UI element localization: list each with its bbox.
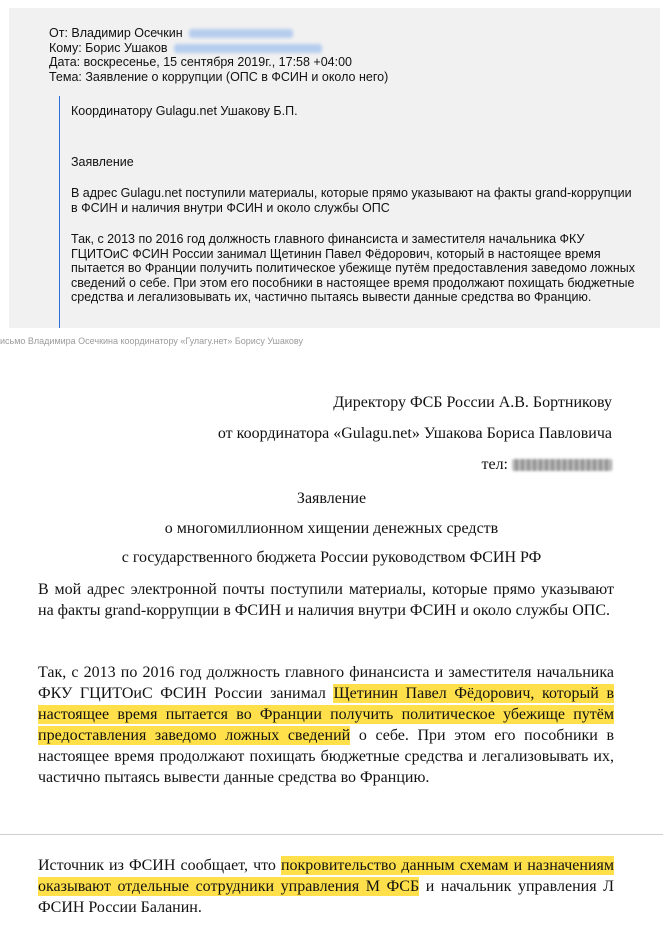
email-paragraph: В адрес Gulagu.net поступили материалы, которые прямо указывают на факты grand-коррупции в ФСИН и наличия внутри ФСИН и около службы ОПС <box>71 186 632 215</box>
email-body <box>71 104 641 322</box>
paragraph-text: о себе. При этом его пособники в настоящее время продолжают похищать бюджетные средства и легализовывать их, частично пытаясь вывести данные средства во Францию. <box>38 727 615 786</box>
quote-bar <box>59 96 60 328</box>
letter-addressee: Директору ФСБ России А.В. Бортникову <box>333 394 612 411</box>
email-header <box>49 26 388 84</box>
email-greeting: Координатору Gulagu.net Ушакову Б.П. <box>71 104 298 118</box>
letter-subtitle: о многомиллионном хищении денежных средств <box>164 520 499 537</box>
divider <box>0 834 663 835</box>
email-from <box>49 26 388 41</box>
letter-paragraph: В мой адрес электронной почты поступили материалы, которые прямо указывают на факты grand-коррупции в ФСИН и наличия внутри ФСИН и около службы ОПС. <box>38 581 614 619</box>
phone-label: тел: <box>481 456 508 473</box>
email-to <box>49 41 388 56</box>
to-text: Кому: Борис Ушаков <box>49 40 168 55</box>
letter-scan <box>0 370 663 937</box>
paragraph-text: Так, с 2013 по 2016 год должность главного финансиста и заместителя начальника ФКУ ГЦИТОиС ФСИН России занимал <box>38 664 614 702</box>
redacted-email <box>174 44 322 53</box>
redacted-email <box>189 29 293 38</box>
letter-paragraph <box>38 855 614 918</box>
redacted-phone <box>512 459 612 471</box>
image-caption: исьмо Владимира Осечкина координатору «Гулагу.нет» Борису Ушакову <box>0 336 303 346</box>
letter-from: от координатора «Gulagu.net» Ушакова Бориса Павловича <box>217 425 612 442</box>
letter-subtitle: с государственного бюджета России руководством ФСИН РФ <box>121 549 542 566</box>
paragraph-text: и начальник управления Л ФСИН России Баланин. <box>38 878 615 916</box>
highlighted-text: покровительство данным схемам и назначениям оказывают отдельные сотрудники управления М ФСБ <box>38 857 614 895</box>
email-screenshot <box>9 8 660 328</box>
paragraph-text: Источник из ФСИН сообщает, что <box>38 857 281 874</box>
highlighted-text: Щетинин Павел Фёдорович, который в настоящее время пытается во Франции получить политическое убежище путём предоставления заведомо ложных сведений <box>38 685 614 744</box>
email-subject: Тема: Заявление о коррупции (ОПС в ФСИН и около него) <box>49 69 389 84</box>
letter-title: Заявление <box>296 490 367 507</box>
letter-paragraph <box>38 662 614 788</box>
email-date: Дата: воскресенье, 15 сентября 2019г., 17:58 +04:00 <box>49 55 352 69</box>
from-text: От: Владимир Осечкин <box>49 26 183 40</box>
email-heading: Заявление <box>71 154 134 169</box>
letter-phone <box>481 456 612 474</box>
email-paragraph: Так, с 2013 по 2016 год должность главного финансиста и заместителя начальника ФКУ ГЦИТОиС ФСИН России занимал Щетинин Павел Фёдорович, который в настоящее время пытается во Франции получить политическое убежище путём предоставления заведомо ложных сведений о себе. При этом его пособники в настоящее время продолжают похищать бюджетные средства и легализовывать их, частично пытаясь вывести данные средства во Францию. <box>71 232 635 304</box>
